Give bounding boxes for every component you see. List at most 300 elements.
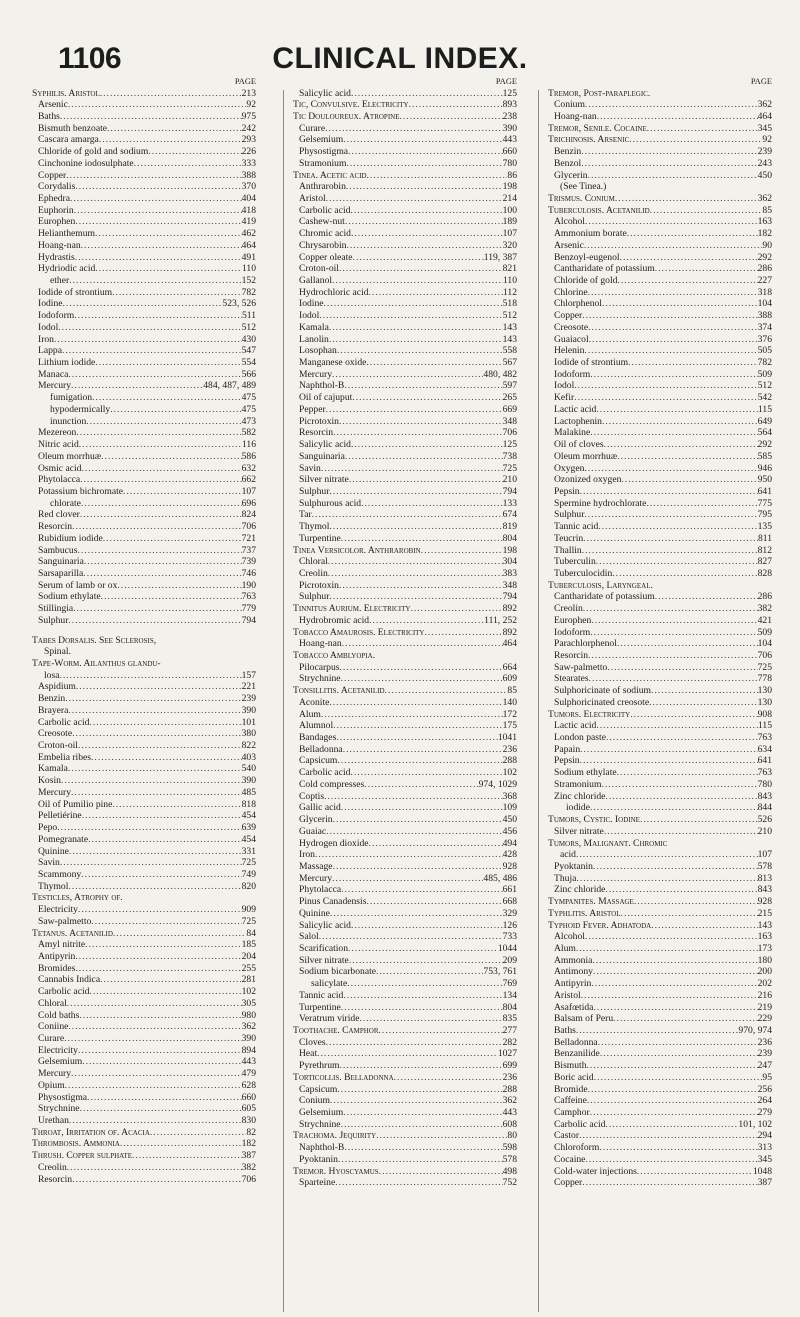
entry-term: Tinea Versicolor. Anthrarobin xyxy=(293,544,421,556)
leader-dots xyxy=(67,1162,242,1174)
entry-page-ref: 215 xyxy=(757,907,772,919)
entry-term: Oil of cloves xyxy=(554,439,604,451)
entry-page-ref: 464 xyxy=(502,638,517,650)
index-sub-entry xyxy=(548,720,772,732)
leader-dots xyxy=(78,904,242,916)
index-sub-entry xyxy=(32,869,256,881)
entry-term: Iodide of strontium xyxy=(554,357,629,369)
entry-page-ref: 554 xyxy=(241,357,256,369)
entry-term: Glycerin xyxy=(299,814,333,826)
index-sub-entry xyxy=(32,1115,256,1127)
entry-page-ref: 288 xyxy=(502,1083,517,1095)
entry-term: Creosote xyxy=(38,728,73,740)
leader-dots xyxy=(112,287,242,299)
entry-term: Sambucus xyxy=(38,544,78,556)
entry-term: Sodium bicarbonate xyxy=(299,966,376,978)
leader-dots xyxy=(649,697,758,709)
entry-page-ref: 304 xyxy=(502,556,517,568)
entry-term: Physostigma xyxy=(38,1091,88,1103)
leader-dots xyxy=(361,498,503,510)
entry-term: Benzol xyxy=(554,157,582,169)
leader-dots xyxy=(585,931,758,943)
leader-dots xyxy=(651,920,757,932)
entry-term: Hoang-nan xyxy=(554,110,597,122)
entry-term: Red clover xyxy=(38,509,80,521)
index-sub-entry xyxy=(293,1048,517,1060)
leader-dots xyxy=(67,998,242,1010)
entry-page-ref: 247 xyxy=(757,1060,772,1072)
index-sub-entry xyxy=(548,1048,772,1060)
entry-term: Asafœtida xyxy=(554,1001,594,1013)
entry-term: Baths xyxy=(38,110,60,122)
entry-page-ref: 908 xyxy=(757,708,772,720)
leader-dots xyxy=(324,298,503,310)
entry-page-ref: 202 xyxy=(757,978,772,990)
leader-dots xyxy=(80,509,242,521)
index-sub-entry xyxy=(548,1072,772,1084)
entry-page-ref: 485 xyxy=(241,786,256,798)
entry-term: Losophan xyxy=(299,345,337,357)
index-sub-entry xyxy=(32,728,256,740)
entry-page-ref: 649 xyxy=(757,415,772,427)
entry-page-ref: 101, 102 xyxy=(738,1118,772,1130)
entry-term: Chloral xyxy=(299,556,328,568)
index-sub-entry xyxy=(548,298,772,310)
leader-dots xyxy=(54,334,242,346)
entry-term: Trismus. Conium xyxy=(548,192,615,204)
entry-page-ref: 523, 526 xyxy=(222,298,256,310)
entry-page-ref: 190 xyxy=(241,579,256,591)
entry-page-ref: 725 xyxy=(241,857,256,869)
entry-term: Urethan xyxy=(38,1115,69,1127)
index-sub-entry xyxy=(293,158,517,170)
index-sub-entry xyxy=(548,1154,772,1166)
entry-page-ref: 811 xyxy=(757,532,772,544)
entry-term: Belladonna xyxy=(554,1036,598,1048)
index-sub-entry xyxy=(293,638,517,650)
index-sub-entry xyxy=(548,627,772,639)
leader-dots xyxy=(337,755,502,767)
index-sub-entry xyxy=(548,310,772,322)
entry-page-ref: 107 xyxy=(502,228,517,240)
entry-term: Scammony xyxy=(38,868,82,880)
entry-term: Alum xyxy=(554,942,576,954)
entry-page-ref: 828 xyxy=(757,567,772,579)
index-sub-entry xyxy=(548,556,772,568)
leader-dots xyxy=(359,1013,502,1025)
entry-page-ref: 628 xyxy=(241,1079,256,1091)
index-sub-entry xyxy=(293,931,517,943)
entry-term: Alcohol xyxy=(554,216,585,228)
index-sub-entry xyxy=(548,650,772,662)
entry-term: Creolin xyxy=(554,603,583,615)
entry-term: Carbolic acid xyxy=(38,986,90,998)
entry-page-ref: 763 xyxy=(241,591,256,603)
entry-term: Typhoid Fever. Adhatoda xyxy=(548,919,652,931)
entry-page-ref: 387 xyxy=(241,1150,256,1162)
index-heading-entry xyxy=(32,1127,256,1139)
entry-page-ref: 236 xyxy=(502,1071,517,1083)
entry-page-ref: 706 xyxy=(757,650,772,661)
leader-dots xyxy=(95,228,242,240)
leader-dots xyxy=(605,791,757,803)
index-heading-entry xyxy=(293,627,517,639)
entry-term: chlorate xyxy=(50,497,81,509)
leader-dots xyxy=(598,1037,758,1049)
index-sub-entry xyxy=(293,392,517,404)
entry-page-ref: 125 xyxy=(502,439,517,451)
entry-page-ref: 388 xyxy=(757,310,772,322)
entry-term: (See Tinea.) xyxy=(560,181,607,193)
entry-page-ref: 509 xyxy=(757,368,772,380)
entry-page-ref: 634 xyxy=(757,743,772,755)
leader-dots xyxy=(333,861,503,873)
entry-term: Electricity xyxy=(38,1044,78,1056)
entry-page-ref: 198 xyxy=(502,544,517,556)
entry-term: Thallin xyxy=(554,544,582,556)
entry-page-ref: 282 xyxy=(502,1036,517,1048)
leader-dots xyxy=(341,533,503,545)
entry-term: Stearates xyxy=(554,673,589,685)
leader-dots xyxy=(351,228,503,240)
entry-page-ref: 362 xyxy=(757,192,772,204)
index-sub-entry xyxy=(32,822,256,834)
entry-page-ref: 662 xyxy=(241,474,256,486)
entry-page-ref: 116 xyxy=(241,439,256,451)
entry-term: Aconite xyxy=(299,696,330,708)
entry-page-ref: 597 xyxy=(502,380,517,392)
index-sub-entry xyxy=(548,1177,772,1189)
leader-dots xyxy=(410,603,502,615)
entry-term: Turpentine xyxy=(299,1001,341,1013)
column-divider xyxy=(538,90,539,1312)
entry-term: Bandages xyxy=(299,732,337,744)
index-sub-entry xyxy=(32,705,256,717)
leader-dots xyxy=(343,1107,502,1119)
index-sub-entry xyxy=(293,1177,517,1189)
index-heading-entry xyxy=(293,1166,517,1178)
index-sub-entry xyxy=(548,1037,772,1049)
entry-term: Curare xyxy=(38,1033,65,1044)
entry-page-ref: 107 xyxy=(757,849,772,861)
index-sub-entry xyxy=(293,662,517,674)
column-page-heading: PAGE xyxy=(234,77,256,86)
entry-page-ref: 769 xyxy=(502,978,517,990)
index-heading-entry xyxy=(32,1138,256,1150)
index-sub-entry xyxy=(293,1154,517,1166)
entry-page-ref: 418 xyxy=(241,204,256,216)
leader-dots xyxy=(596,556,758,568)
leader-dots xyxy=(343,744,503,756)
leader-dots xyxy=(100,88,242,100)
entry-term: Iodine xyxy=(38,298,63,310)
index-sub-entry xyxy=(32,146,256,158)
entry-term: Mercury xyxy=(299,368,333,380)
index-sub-entry xyxy=(32,545,256,557)
entry-term: Sparteine xyxy=(299,1177,336,1189)
entry-page-ref: 818 xyxy=(241,798,256,810)
entry-page-ref: 454 xyxy=(241,810,256,822)
index-sub-entry xyxy=(293,1037,517,1049)
index-sub-entry xyxy=(32,693,256,705)
leader-dots xyxy=(351,920,503,932)
entry-term: Bismuth benzoate xyxy=(38,122,108,134)
index-sub-entry xyxy=(548,158,772,170)
entry-page-ref: 821 xyxy=(502,263,517,275)
leader-dots xyxy=(621,908,758,920)
entry-page-ref: 200 xyxy=(757,966,772,978)
entry-page-ref: 109 xyxy=(502,802,517,814)
entry-term: Copper oleate xyxy=(299,251,353,263)
index-sub-entry xyxy=(32,521,256,533)
entry-page-ref: 928 xyxy=(502,860,517,872)
index-sub-entry xyxy=(293,615,517,627)
entry-page-ref: 115 xyxy=(757,720,772,732)
entry-term: Pelletiérine xyxy=(38,810,82,822)
entry-page-ref: 721 xyxy=(241,532,256,544)
entry-page-ref: 794 xyxy=(502,485,517,497)
entry-page-ref: 430 xyxy=(241,333,256,345)
index-sub-entry xyxy=(293,955,517,967)
entry-term: Tannic acid xyxy=(299,989,344,1001)
index-sub-entry xyxy=(32,123,256,135)
entry-page-ref: 104 xyxy=(757,298,772,310)
entry-page-ref: 92 xyxy=(246,99,256,111)
entry-page-ref: 382 xyxy=(757,603,772,615)
leader-dots xyxy=(587,1060,758,1072)
leader-dots xyxy=(80,474,242,486)
index-sub-entry xyxy=(32,857,256,869)
entry-term: Iodol xyxy=(38,321,59,333)
index-sub-entry xyxy=(32,763,256,775)
leader-dots xyxy=(329,697,502,709)
index-sub-entry xyxy=(293,310,517,322)
entry-page-ref: 661 xyxy=(502,884,517,896)
entry-term: Savin xyxy=(299,462,321,474)
leader-dots xyxy=(369,287,503,299)
index-sub-entry xyxy=(293,228,517,240)
entry-term: Tremor, Senile. Cocaine xyxy=(548,122,647,134)
index-sub-entry xyxy=(548,181,772,193)
entry-term: Hydrogen dioxide xyxy=(299,837,369,849)
column-divider xyxy=(283,90,284,1312)
entry-page-ref: 780 xyxy=(757,778,772,790)
leader-dots xyxy=(337,1084,502,1096)
leader-dots xyxy=(588,287,758,299)
entry-page-ref: 512 xyxy=(502,310,517,322)
leader-dots xyxy=(75,963,241,975)
entry-page-ref: 641 xyxy=(757,755,772,767)
leader-dots xyxy=(637,1166,753,1178)
leader-dots xyxy=(379,1025,503,1037)
entry-page-ref: 1044 xyxy=(497,942,517,954)
entry-term: Conium xyxy=(554,99,585,111)
index-heading-entry xyxy=(548,193,772,205)
entry-term: Thrombosis. Ammonia xyxy=(32,1138,120,1150)
index-sub-entry xyxy=(32,427,256,439)
index-heading-entry xyxy=(548,814,772,826)
entry-spacer xyxy=(32,627,256,635)
entry-term: Salol xyxy=(299,931,319,943)
leader-dots xyxy=(621,474,757,486)
index-sub-entry xyxy=(32,998,256,1010)
entry-term: Alum xyxy=(299,708,321,720)
leader-dots xyxy=(630,709,757,721)
entry-page-ref: 585 xyxy=(757,450,772,462)
index-heading-entry xyxy=(32,892,256,904)
entry-page-ref: 830 xyxy=(241,1115,256,1127)
leader-dots xyxy=(580,755,758,767)
entry-page-ref: 175 xyxy=(502,720,517,732)
entry-term: Conium xyxy=(299,1095,330,1107)
index-heading-entry xyxy=(293,650,517,662)
entry-page-ref: 182 xyxy=(241,1138,256,1150)
index-heading-entry xyxy=(548,908,772,920)
leader-dots xyxy=(341,802,503,814)
entry-page-ref: 696 xyxy=(241,497,256,509)
entry-page-ref: 660 xyxy=(502,146,517,158)
index-sub-entry xyxy=(293,697,517,709)
entry-term: Savin xyxy=(38,857,60,869)
index-sub-entry xyxy=(548,275,772,287)
entry-term: Embelia ribes xyxy=(38,751,92,763)
index-sub-entry xyxy=(548,943,772,955)
entry-term: Iron xyxy=(38,333,54,345)
index-heading-entry xyxy=(548,123,772,135)
index-sub-entry xyxy=(548,767,772,779)
entry-term: Tinea. Acetic acid xyxy=(293,169,367,181)
entry-term: Aristol xyxy=(299,192,326,204)
entry-term: Iodol xyxy=(554,380,575,392)
entry-term: Belladonna xyxy=(299,743,343,755)
index-sub-entry xyxy=(32,486,256,498)
leader-dots xyxy=(57,822,241,834)
leader-dots xyxy=(328,568,503,580)
entry-term: Pepsin xyxy=(554,755,580,767)
leader-dots xyxy=(333,720,502,732)
entry-page-ref: 443 xyxy=(502,1107,517,1119)
entry-term: Spinal. xyxy=(44,646,71,658)
index-sub-entry xyxy=(32,509,256,521)
entry-page-ref: 345 xyxy=(757,122,772,134)
index-sub-entry xyxy=(293,334,517,346)
index-sub-entry xyxy=(548,228,772,240)
leader-dots xyxy=(337,345,503,357)
leader-dots xyxy=(409,99,503,111)
index-sub-entry xyxy=(548,1142,772,1154)
leader-dots xyxy=(332,873,483,885)
leader-dots xyxy=(604,826,758,838)
index-sub-entry xyxy=(32,322,256,334)
leader-dots xyxy=(312,509,503,521)
entry-term: Creolin xyxy=(38,1161,67,1173)
entry-page-ref: 362 xyxy=(502,1095,517,1107)
leader-dots xyxy=(599,1142,757,1154)
index-sub-entry xyxy=(293,533,517,545)
index-sub-entry xyxy=(548,498,772,510)
entry-term: Chlorphenol xyxy=(554,298,602,310)
entry-page-ref: 706 xyxy=(502,427,517,439)
leader-dots xyxy=(350,205,502,217)
leader-dots xyxy=(85,939,241,951)
leader-dots xyxy=(596,720,758,732)
index-heading-entry xyxy=(548,838,772,850)
index-sub-entry xyxy=(293,591,517,603)
index-sub-entry xyxy=(32,986,256,998)
index-sub-entry xyxy=(293,123,517,135)
index-sub-entry xyxy=(548,334,772,346)
index-heading-entry xyxy=(548,205,772,217)
leader-dots xyxy=(69,846,242,858)
entry-term: Cantharidate of potassium xyxy=(554,263,655,275)
leader-dots xyxy=(394,1072,503,1084)
entry-page-ref: 125 xyxy=(502,87,517,99)
index-sub-entry xyxy=(293,88,517,100)
index-heading-entry xyxy=(32,658,256,670)
leader-dots xyxy=(326,404,503,416)
entry-term: Mercury xyxy=(38,380,72,392)
index-sub-entry xyxy=(32,556,256,568)
entry-term: Tumors. Electricity xyxy=(548,708,631,720)
index-sub-entry xyxy=(548,1166,772,1178)
leader-dots xyxy=(81,463,241,475)
entry-term: Electricity xyxy=(38,904,78,916)
entry-page-ref: 236 xyxy=(757,1036,772,1048)
index-heading-entry xyxy=(293,685,517,697)
leader-dots xyxy=(319,310,502,322)
entry-term: Capsicum xyxy=(299,1083,338,1095)
index-sub-entry xyxy=(293,275,517,287)
entry-page-ref: 279 xyxy=(757,1107,772,1119)
entry-page-ref: 782 xyxy=(241,286,256,298)
entry-term: Gelsemium xyxy=(299,1107,344,1119)
entry-term: Tobacco Amaurosis. Electricity xyxy=(293,626,425,638)
entry-page-ref: 950 xyxy=(757,474,772,486)
index-sub-entry xyxy=(548,357,772,369)
entry-term: Thrush. Copper sulphate xyxy=(32,1150,132,1162)
index-sub-entry xyxy=(32,799,256,811)
leader-dots xyxy=(590,627,757,639)
entry-term: Creosote xyxy=(554,321,589,333)
leader-dots xyxy=(77,545,241,557)
index-sub-entry xyxy=(548,732,772,744)
entry-page-ref: 102 xyxy=(502,767,517,779)
index-sub-entry xyxy=(548,345,772,357)
entry-page-ref: 749 xyxy=(241,868,256,880)
entry-term: Chloroform xyxy=(554,1142,600,1154)
entry-page-ref: 725 xyxy=(241,915,256,927)
entry-page-ref: 578 xyxy=(757,860,772,872)
index-sub-entry xyxy=(293,216,517,228)
leader-dots xyxy=(339,416,503,428)
entry-term: Pyoktanin xyxy=(299,1153,338,1165)
entry-term: Tremor. Hyoscyamus xyxy=(293,1165,379,1177)
index-sub-entry xyxy=(293,1107,517,1119)
leader-dots xyxy=(329,322,503,334)
leader-dots xyxy=(61,775,242,787)
leader-dots xyxy=(617,451,757,463)
entry-page-ref: 464 xyxy=(241,239,256,251)
entry-page-ref: 130 xyxy=(757,685,772,697)
entry-term: Mercury xyxy=(299,872,333,884)
leader-dots xyxy=(81,240,242,252)
entry-page-ref: 518 xyxy=(502,298,517,310)
leader-dots xyxy=(62,345,242,357)
entry-page-ref: 229 xyxy=(757,1013,772,1025)
index-sub-entry xyxy=(32,263,256,275)
entry-page-ref: 348 xyxy=(502,579,517,591)
entry-page-ref: 387 xyxy=(757,1177,772,1189)
